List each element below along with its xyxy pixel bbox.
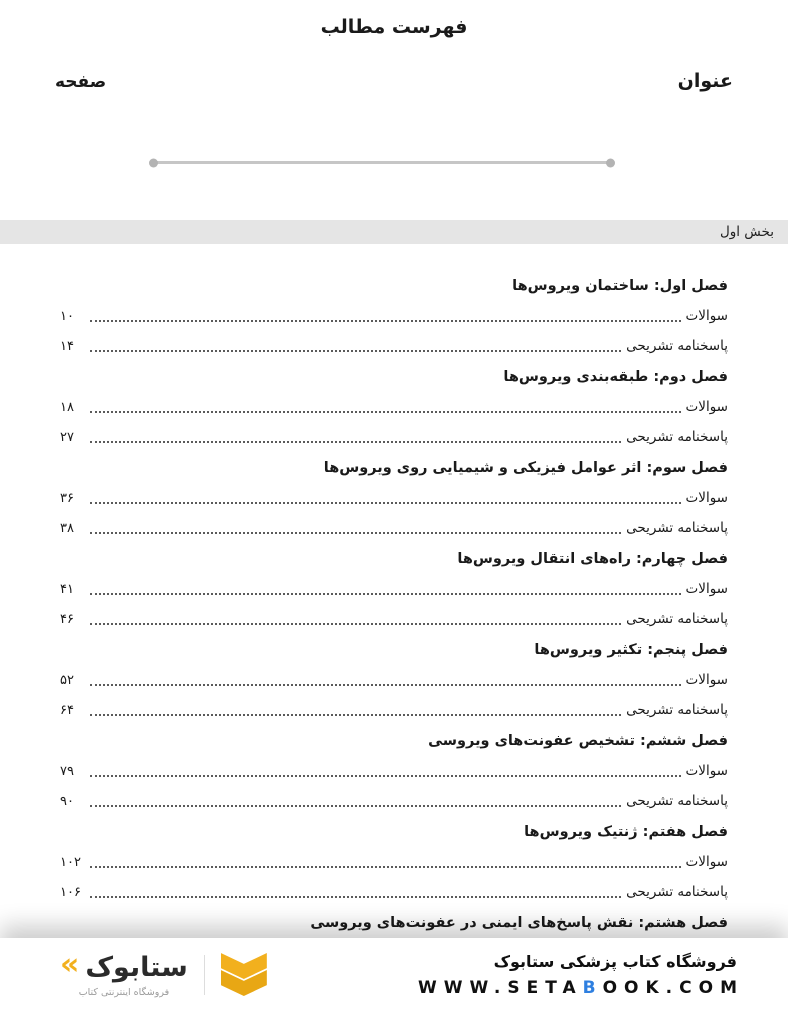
- toc-entry: [60, 604, 728, 634]
- logo-block: [60, 947, 267, 998]
- dotted-leader: [90, 775, 681, 777]
- toc-entry-label: سوالات: [685, 399, 728, 415]
- store-info: [418, 952, 744, 998]
- section-header: بخش اول: [0, 220, 788, 244]
- toc-entry: [60, 574, 728, 604]
- toc-entry: [60, 665, 728, 695]
- toc-entry-label: سوالات: [685, 763, 728, 779]
- column-header-page: صفحه: [55, 72, 107, 92]
- toc-entry: [60, 301, 728, 331]
- footer-bar: [0, 938, 788, 1012]
- column-header-title: عنوان: [677, 70, 733, 92]
- toc-entry-label: پاسخنامه تشریحی: [626, 611, 728, 627]
- toc-entry-label: سوالات: [685, 308, 728, 324]
- chapter-title: فصل سوم: اثر عوامل فیزیکی و شیمیایی روی ویروس‌ها: [323, 459, 728, 476]
- toc-entry-page: ۳۸: [60, 520, 74, 536]
- toc-entry-label: پاسخنامه تشریحی: [626, 884, 728, 900]
- toc-entry: [60, 786, 728, 816]
- store-name: فروشگاه کتاب پزشکی ستابوک: [493, 952, 737, 971]
- chapter-title: فصل چهارم: راه‌های انتقال ویروس‌ها: [457, 550, 728, 567]
- logo-line: [60, 947, 188, 983]
- toc-entry-label: سوالات: [685, 490, 728, 506]
- dotted-leader: [90, 805, 621, 807]
- chevrons-left-icon: «: [60, 947, 80, 982]
- toc-entry: [60, 513, 728, 543]
- dotted-leader: [90, 411, 681, 413]
- toc-entry-page: ۵۲: [60, 672, 74, 688]
- toc-entry: [60, 877, 728, 907]
- toc-entry-label: سوالات: [685, 581, 728, 597]
- chapter-title: فصل هشتم: نقش پاسخ‌های ایمنی در عفونت‌های ویروسی: [310, 914, 728, 931]
- logo-divider: [204, 955, 205, 995]
- divider-endpoint-right: [606, 158, 615, 167]
- toc-entry-page: ۳۶: [60, 490, 74, 506]
- toc-entry-label: سوالات: [685, 672, 728, 688]
- store-url: [418, 978, 744, 998]
- toc-entry: [60, 695, 728, 725]
- toc-entry: [60, 392, 728, 422]
- dotted-leader: [90, 684, 681, 686]
- toc-entry-page: ۹۰: [60, 793, 74, 809]
- divider-line: [152, 161, 612, 164]
- chapter-title: فصل ششم: تشخیص عفونت‌های ویروسی: [428, 732, 728, 749]
- page-title: فهرست مطالب: [320, 16, 468, 38]
- toc-entry-page: ۱۴: [60, 338, 74, 354]
- gold-chevron-emblem-icon: [221, 953, 267, 997]
- dotted-leader: [90, 502, 681, 504]
- chapter-title: فصل اول: ساختمان ویروس‌ها: [512, 277, 728, 294]
- divider-endpoint-left: [149, 158, 158, 167]
- dotted-leader: [90, 866, 681, 868]
- url-highlight-letter: B: [582, 978, 603, 998]
- dotted-leader: [90, 532, 621, 534]
- toc-entry: [60, 847, 728, 877]
- dotted-leader: [90, 320, 681, 322]
- toc-entry-label: پاسخنامه تشریحی: [626, 338, 728, 354]
- logo-caption: فروشگاه اینترنتی کتاب: [78, 987, 170, 998]
- url-prefix: WWW.SETA: [418, 978, 583, 998]
- dotted-leader: [90, 896, 621, 898]
- toc-entry: [60, 331, 728, 361]
- dotted-leader: [90, 714, 621, 716]
- toc-entry-page: ۱۰: [60, 308, 74, 324]
- toc-entry-label: پاسخنامه تشریحی: [626, 520, 728, 536]
- toc-entry: [60, 422, 728, 452]
- dotted-leader: [90, 441, 621, 443]
- dotted-leader: [90, 350, 621, 352]
- toc-entry: [60, 483, 728, 513]
- toc-entry-page: ۴۶: [60, 611, 74, 627]
- toc-list: [0, 270, 788, 938]
- chapter-title: فصل دوم: طبقه‌بندی ویروس‌ها: [503, 368, 728, 385]
- column-headers: [0, 38, 788, 92]
- url-suffix: OOK.COM: [602, 978, 744, 998]
- logo-text-group: [60, 947, 188, 998]
- toc-entry-page: ۲۷: [60, 429, 74, 445]
- dotted-leader: [90, 593, 681, 595]
- toc-entry-label: پاسخنامه تشریحی: [626, 702, 728, 718]
- chapter-title: فصل پنجم: تکثیر ویروس‌ها: [534, 641, 728, 658]
- toc-entry-page: ۶۴: [60, 702, 74, 718]
- logo-wordmark: ستابوک: [85, 951, 188, 983]
- toc-entry-label: پاسخنامه تشریحی: [626, 793, 728, 809]
- dotted-leader: [90, 623, 621, 625]
- toc-entry-label: پاسخنامه تشریحی: [626, 429, 728, 445]
- toc-entry-page: ۷۹: [60, 763, 74, 779]
- toc-entry-page: ۱۸: [60, 399, 74, 415]
- toc-entry: [60, 756, 728, 786]
- chapter-title: فصل هفتم: ژنتیک ویروس‌ها: [524, 823, 728, 840]
- toc-entry-page: ۱۰۶: [60, 884, 81, 900]
- toc-entry-page: ۱۰۲: [60, 854, 81, 870]
- toc-entry-label: سوالات: [685, 854, 728, 870]
- toc-entry-page: ۴۱: [60, 581, 74, 597]
